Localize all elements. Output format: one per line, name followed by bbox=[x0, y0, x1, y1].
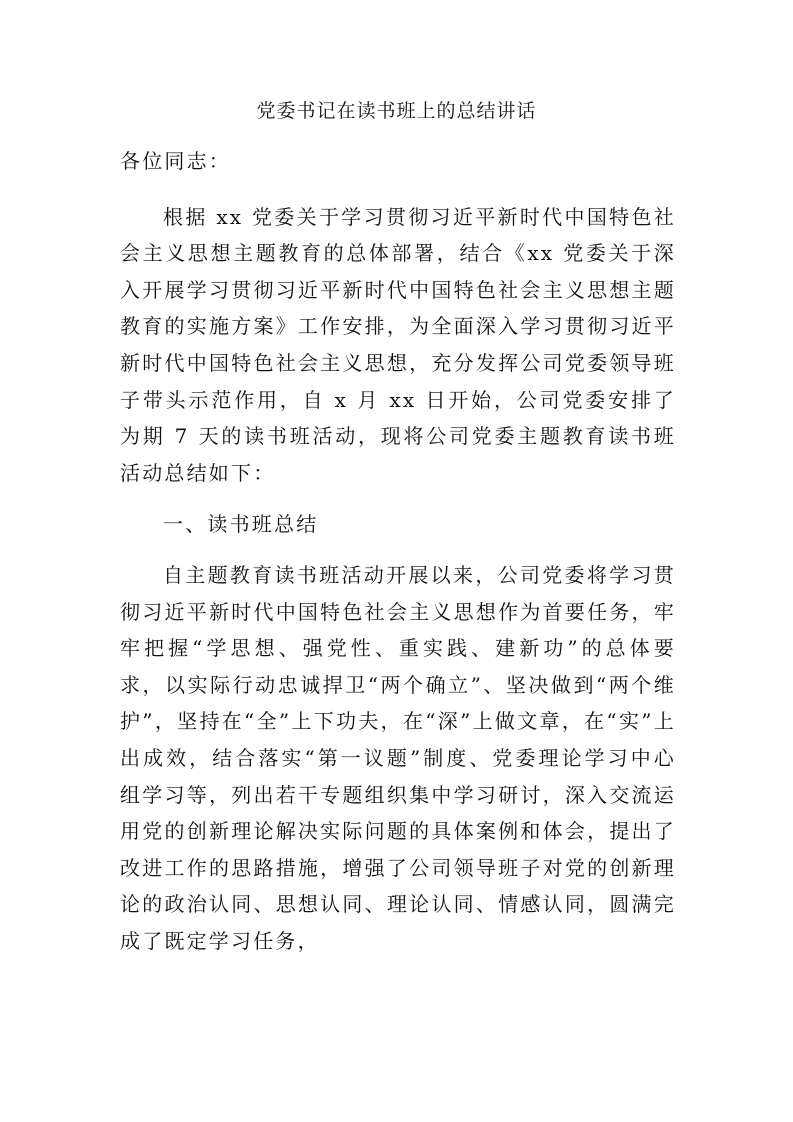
document-title: 党委书记在读书班上的总结讲话 bbox=[256, 100, 537, 122]
section-heading: 一、读书班总结 bbox=[163, 512, 319, 537]
paragraph-summary: 自主题教育读书班活动开展以来，公司党委将学习贯彻习近平新时代中国特色社会主义思想作为首要任务，牢牢把握“学思想、强党性、重实践、建新功”的总体要求，以实际行动忠诚捍卫“两个确立”、坚决做到“两个维护”，坚持在“全”上下功夫，在“深”上做文章，在“实”上出成效，结合落实“第一议题”制度、党委理论学习中心组学习等，列出若干专题组织集中学习研讨，深入交流运用党的创新理论解决实际问题的具体案例和体会，提出了改进工作的思路措施，增强了公司领导班子对党的创新理论的政治认同、思想认同、理论认同、情感认同，圆满完成了既定学习任务， bbox=[120, 562, 676, 953]
salutation: 各位同志： bbox=[120, 149, 231, 173]
document-body bbox=[120, 143, 676, 959]
paragraph-intro: 根据 xx 党委关于学习贯彻习近平新时代中国特色社会主义思想主题教育的总体部署，结合《xx 党委关于深入开展学习贯彻习近平新时代中国特色社会主义思想主题教育的实施方案》工作安排，为全面深入学习贯彻习近平新时代中国特色社会主义思想，充分发挥公司党委领导班子带头示范作用，自 x 月 xx 日开始，公司党委安排了为期 7 天的读书班活动，现将公司党委主题教育读书班活动总结如下： bbox=[120, 204, 676, 485]
